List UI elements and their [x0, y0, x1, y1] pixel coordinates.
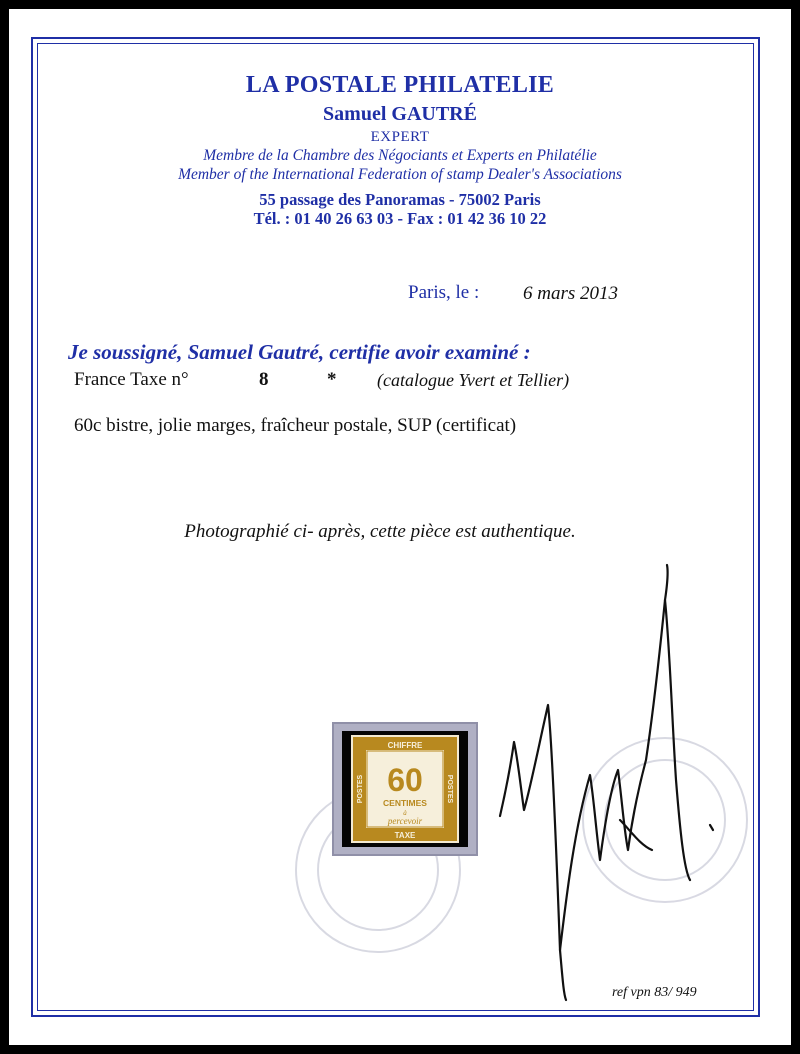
certification-statement: Je soussigné, Samuel Gautré, certifie avoir examiné : [68, 340, 531, 364]
address: 55 passage des Panoramas - 75002 Paris [259, 190, 541, 209]
company-name: LA POSTALE PHILATELIE [245, 72, 555, 98]
expert-role: EXPERT [370, 129, 430, 145]
place-label: Paris, le : [408, 282, 480, 303]
stamp-top-label: CHIFFRE [387, 741, 423, 750]
item-number: 8 [259, 369, 269, 390]
expert-name: Samuel GAUTRÉ [323, 103, 477, 125]
phone-fax: Tél. : 01 40 26 63 03 - Fax : 01 42 36 10 22 [253, 209, 547, 228]
stamp-side-label-right: POSTES [446, 774, 453, 804]
stamp-value: 60 [387, 762, 423, 798]
certificate-date: 6 mars 2013 [523, 283, 619, 304]
stamp-collect: percevoir [387, 816, 423, 826]
stamp-to: à [403, 809, 407, 817]
stamp-side-label-left: POSTES [357, 774, 364, 804]
stamp-unit: CENTIMES [383, 798, 427, 808]
membership-fr: Membre de la Chambre des Négociants et Experts en Philatélie [203, 147, 597, 164]
authenticity-statement: Photographié ci- après, cette pièce est authentique. [184, 521, 576, 542]
membership-en: Member of the International Federation of stamp Dealer's Associations [178, 166, 622, 183]
item-description: 60c bistre, jolie marges, fraîcheur postale, SUP (certificat) [74, 415, 517, 436]
stamp-bottom-label: TAXE [394, 831, 416, 840]
certificate-reference: ref vpn 83/ 949 [612, 985, 697, 1000]
item-catalog: (catalogue Yvert et Tellier) [377, 370, 570, 390]
item-grade: * [327, 369, 337, 390]
item-label: France Taxe n° [74, 369, 189, 390]
